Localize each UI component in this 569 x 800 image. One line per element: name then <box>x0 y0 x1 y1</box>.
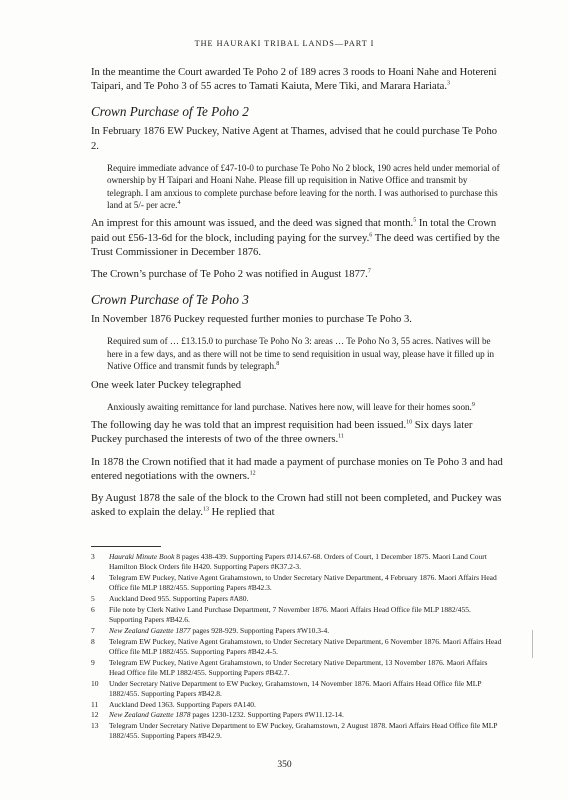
running-head: THE HAURAKI TRIBAL LANDS—PART I <box>194 39 375 48</box>
quote-text: Require immediate advance of £47-10-0 to purchase Te Poho No 2 block, 190 acres held under memorial of ownership by H Taipari and Hoani Nahe. Please fill up requisition in Native Office and transmit by telegraph. I am anxious to complete purchase before leaving for the north. I was authorised to purchase this land at 5/- per acre. <box>107 162 500 211</box>
footnote <box>91 573 503 593</box>
footnote-number: 6 <box>91 604 95 614</box>
paragraph <box>91 456 503 484</box>
footnote <box>91 721 503 741</box>
footnote-body: pages 928-929. Supporting Papers #W10.3-4. <box>190 625 330 635</box>
footnote-text <box>109 552 503 572</box>
footnote-number: 12 <box>91 710 99 720</box>
footnote-ref: 5 <box>413 217 417 224</box>
footnote-number: 3 <box>91 552 95 561</box>
quote-text: Anxiously awaiting remittance for land purchase. Natives here now, will leave for their homes soon. <box>107 401 472 412</box>
footnote-number: 13 <box>91 721 99 731</box>
footnote-text <box>109 637 503 657</box>
footnote-ref: 12 <box>249 470 256 477</box>
paragraph-text: In 1878 the Crown notified that it had made a payment of purchase monies on Te Poho 3 and had entered negotiations with the owners. <box>91 456 503 482</box>
footnote-number: 8 <box>91 636 95 646</box>
footnote <box>91 594 503 604</box>
paragraph-text: By August 1878 the sale of the block to the Crown had still not been completed, and Puckey was asked to explain the delay. <box>91 493 502 519</box>
page-number: 350 <box>277 760 292 770</box>
footnote-title: Hauraki Minute Book <box>109 552 175 561</box>
footnote-ref: 3 <box>447 80 450 87</box>
footnote-body: Telegram EW Puckey, Native Agent Grahamstown, to Under Secretary Native Department, 6 November 1876. Maori Affairs Head Office file MLP 1882/455. Supporting Papers #B42.4-5. <box>109 636 502 656</box>
quote-text: Required sum of … £13.15.0 to purchase Te Poho No 3: areas … Te Poho No 3, 55 acres. Natives will be here in a few days, and as there will not be time to send requisition in usual way, please have it filled up in Native Office and transmit funds by telegraph. <box>107 336 495 372</box>
paragraph <box>91 492 503 520</box>
paragraph <box>91 268 503 282</box>
footnote <box>91 679 503 699</box>
footnote-text <box>109 626 503 636</box>
footnote-body: File note by Clerk Native Land Purchase Department, 7 November 1876. Maori Affairs Head Office file MLP 1882/455. Supporting Papers #B42.6. <box>109 604 471 624</box>
footnote-ref: 4 <box>177 200 181 206</box>
footnote-number: 10 <box>91 678 99 688</box>
paragraph <box>91 419 503 447</box>
footnote-number: 7 <box>91 625 95 635</box>
footnote-text <box>109 658 503 678</box>
footnote <box>91 710 503 720</box>
paragraph-text: The following day he was told that an imprest requisition had been issued. <box>91 420 407 432</box>
section-heading: Crown Purchase of Te Poho 2 <box>91 104 249 120</box>
footnote-body: 8 pages 438-439. Supporting Papers #J14.67-68. Orders of Court, 1 December 1875. Maori Land Court Hamilton Block Orders file H420. Supporting Papers #K37.2-3. <box>109 552 487 572</box>
paragraph <box>91 66 503 94</box>
footnote-text <box>109 721 503 741</box>
paragraph: One week later Puckey telegraphed <box>91 379 242 391</box>
paragraph: In November 1876 Puckey requested further monies to purchase Te Poho 3. <box>91 314 412 326</box>
footnote-body: Auckland Deed 1363. Supporting Papers #A140. <box>109 699 256 709</box>
footnote-ref: 13 <box>202 506 209 513</box>
footnote-title: New Zealand Gazette 1878 <box>109 710 191 720</box>
footnote-body: Telegram EW Puckey, Native Agent Grahamstown, to Under Secretary Native Department, 4 February 1876. Maori Affairs Head Office file MLP 1882/455. Supporting Papers #B42.3. <box>109 573 497 593</box>
footnote-ref: 7 <box>367 268 371 275</box>
margin-mark <box>532 630 533 658</box>
block-quote <box>107 162 503 212</box>
body-text <box>91 66 503 529</box>
footnote-number: 5 <box>91 594 95 603</box>
footnote <box>91 637 503 657</box>
footnote-text <box>109 710 503 720</box>
paragraph-text: He replied that <box>208 507 275 519</box>
footnote-number: 11 <box>91 699 99 709</box>
paragraph-text: The Crown’s purchase of Te Poho 2 was notified in August 1877. <box>91 269 368 281</box>
footnote-body: Under Secretary Native Department to EW Puckey, Grahamstown, 14 November 1876. Maori Affairs Head Office file MLP 1882/455. Supporting Papers #B42.8. <box>109 678 482 698</box>
paragraph-text: The deed was certified by the Trust Commissioner in December 1876. <box>91 232 500 258</box>
footnote-body: Auckland Deed 955. Supporting Papers #A80. <box>109 594 249 603</box>
paragraph-text: An imprest for this amount was issued, and the deed was signed that month. <box>91 218 414 230</box>
block-quote <box>107 335 503 372</box>
section-heading: Crown Purchase of Te Poho 3 <box>91 292 249 308</box>
footnote-ref: 11 <box>338 433 344 440</box>
paragraph: In February 1876 EW Puckey, Native Agent at Thames, advised that he could purchase Te Poho 2. <box>91 126 498 152</box>
footnote-title: New Zealand Gazette 1877 <box>109 625 191 635</box>
footnote <box>91 552 503 572</box>
paragraph-text: In the meantime the Court awarded Te Poho 2 of 189 acres 3 roods to Hoani Nahe and Hotereni Taipari, and Te Poho 3 of 55 acres to Tamati Kaiuta, Mere Tiki, and Marara Hariata. <box>91 67 497 93</box>
footnote <box>91 700 503 710</box>
footnote-body: Telegram Under Secretary Native Department to EW Puckey, Grahamstown, 2 August 1878. Maori Affairs Head Office file MLP 1882/455. Supporting Papers #B42.9. <box>109 721 498 741</box>
footnote <box>91 626 503 636</box>
footnote-divider <box>91 546 161 547</box>
footnote-ref: 8 <box>276 361 280 368</box>
footnote-number: 4 <box>91 573 95 582</box>
footnotes <box>91 552 503 742</box>
footnote-body: pages 1230-1232. Supporting Papers #W11.12-14. <box>190 710 344 720</box>
footnote-ref: 10 <box>406 419 413 426</box>
footnote <box>91 605 503 625</box>
footnote-text <box>109 594 503 604</box>
block-quote <box>107 401 503 413</box>
footnote-number: 9 <box>91 657 95 667</box>
footnote <box>91 658 503 678</box>
footnote-text <box>109 679 503 699</box>
paragraph-text: Six days later Puckey purchased the interests of two of the three owners. <box>91 420 473 446</box>
paragraph-text: In total the Crown paid out £56-13-6d for the block, including paying for the survey. <box>91 218 497 244</box>
footnote-text <box>109 605 503 625</box>
paragraph <box>91 217 503 260</box>
footnote-body: Telegram EW Puckey, Native Agent Grahamstown, to Under Secretary Native Department, 13 November 1876. Maori Affairs Head Office file MLP 1882/455. Supporting Papers #B42.7. <box>109 657 488 677</box>
footnote-text <box>109 573 503 593</box>
footnote-ref: 6 <box>369 232 373 239</box>
footnote-ref: 9 <box>471 401 475 408</box>
footnote-text <box>109 700 503 710</box>
